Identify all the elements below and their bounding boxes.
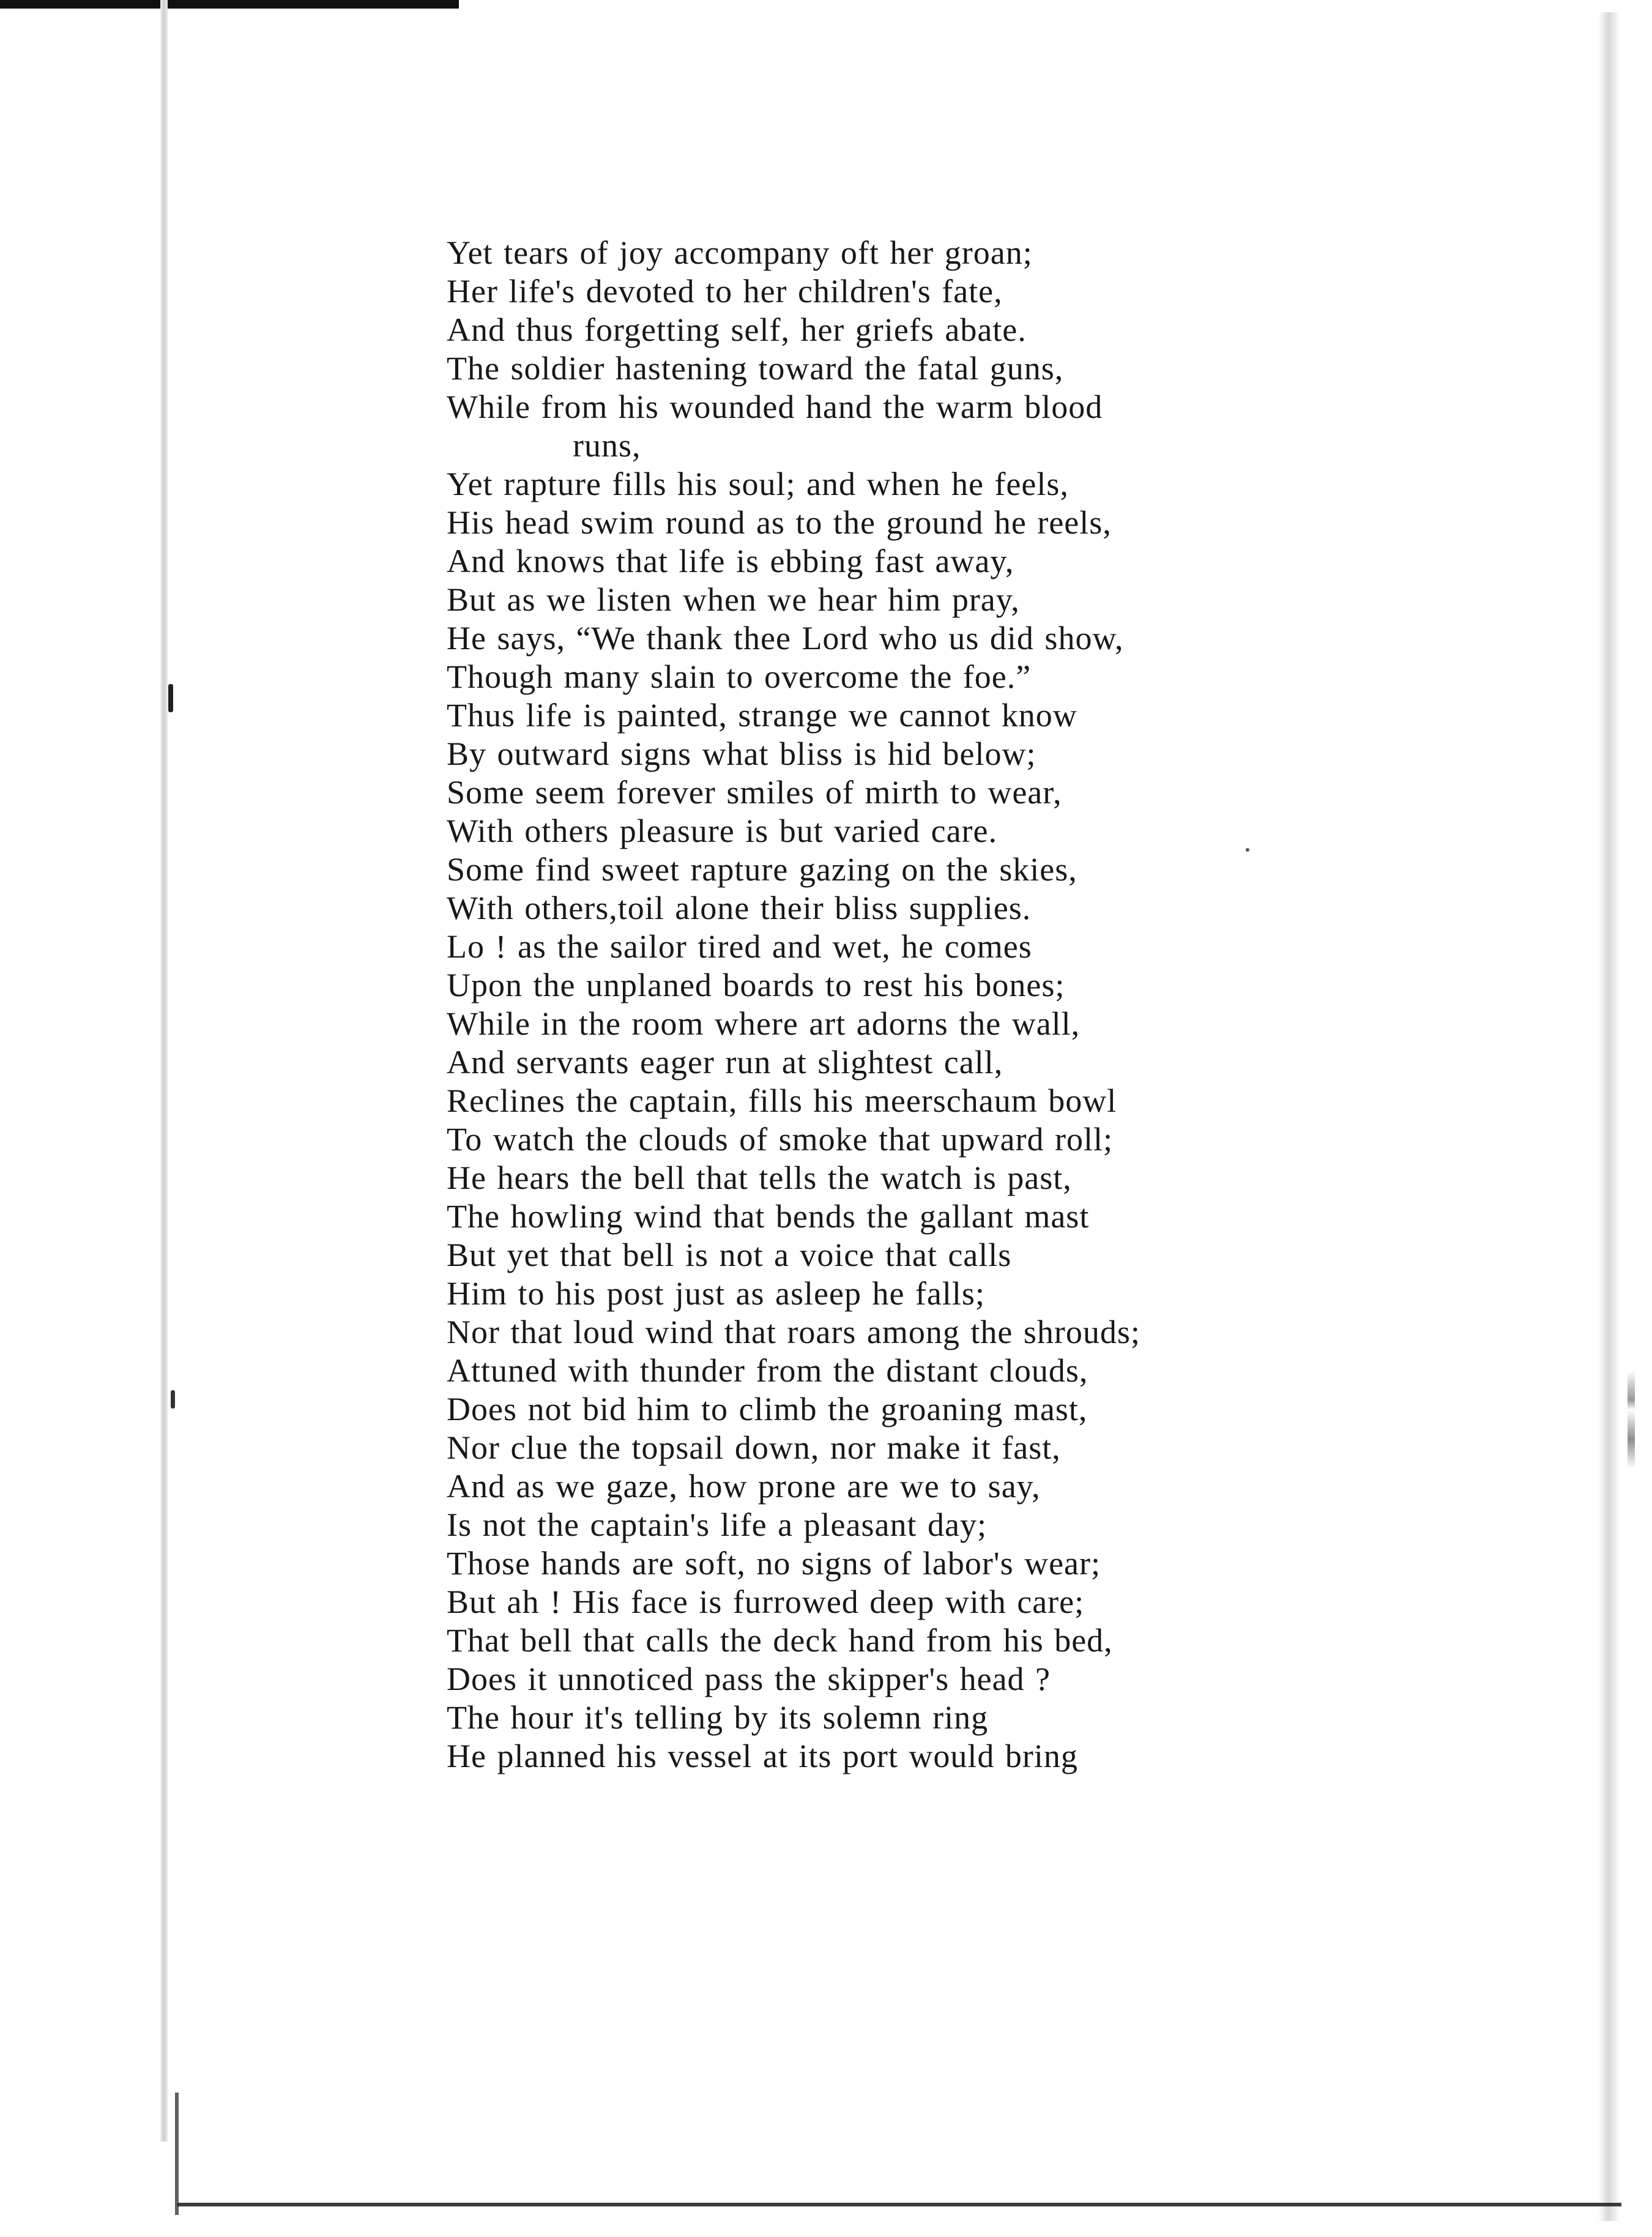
poem-line: He says, “We thank thee Lord who us did show,: [447, 620, 1124, 657]
poem-line: Some find sweet rapture gazing on the skies,: [447, 851, 1077, 888]
poem-line: The howling wind that bends the gallant mast: [447, 1198, 1090, 1235]
poem-line: Some seem forever smiles of mirth to wear,: [447, 774, 1062, 811]
poem-line: But ah ! His face is furrowed deep with care;: [447, 1584, 1085, 1620]
poem-line: Those hands are soft, no signs of labor's wear;: [447, 1545, 1101, 1582]
poem-line: And servants eager run at slightest call,: [447, 1044, 1003, 1081]
poem-line: Though many slain to overcome the foe.”: [447, 658, 1032, 695]
poem-line: And thus forgetting self, her griefs abate.: [447, 311, 1027, 348]
poem-line: And as we gaze, how prone are we to say,: [447, 1468, 1041, 1505]
poem-line: He planned his vessel at its port would bring: [447, 1738, 1078, 1774]
poem-line: But as we listen when we hear him pray,: [447, 581, 1020, 618]
poem-line: Nor that loud wind that roars among the shrouds;: [447, 1314, 1140, 1350]
poem-line: Reclines the captain, fills his meerschaum bowl: [447, 1082, 1117, 1119]
poem-line: Yet rapture fills his soul; and when he feels,: [447, 466, 1069, 502]
poem-line: Does not bid him to climb the groaning mast,: [447, 1391, 1088, 1427]
binding-mark: [168, 684, 173, 712]
poem-line: Does it unnoticed pass the skipper's head ?: [447, 1661, 1051, 1697]
poem-line: Him to his post just as asleep he falls;: [447, 1275, 985, 1312]
binding-shadow: [175, 2093, 179, 2215]
poem-line: With others pleasure is but varied care.: [447, 813, 998, 849]
poem-line: By outward signs what bliss is hid below;: [447, 735, 1036, 772]
poem-text-block: [447, 234, 1328, 1776]
poem-line: And knows that life is ebbing fast away,: [447, 543, 1014, 579]
poem-line: That bell that calls the deck hand from his bed,: [447, 1622, 1113, 1659]
poem-line: Is not the captain's life a pleasant day;: [447, 1506, 987, 1543]
poem-line: Her life's devoted to her children's fate,: [447, 273, 1003, 310]
page-bottom-edge: [177, 2203, 1621, 2206]
page-edge-mark: [1628, 1371, 1635, 1468]
poem-line: Nor clue the topsail down, nor make it fast,: [447, 1429, 1061, 1466]
poem-line: He hears the bell that tells the watch is past,: [447, 1159, 1072, 1196]
poem-line: His head swim round as to the ground he reels,: [447, 504, 1112, 541]
poem-line: The hour it's telling by its solemn ring: [447, 1699, 989, 1736]
poem-line: While in the room where art adorns the wall,: [447, 1005, 1081, 1042]
poem-line-continuation: runs,: [573, 427, 641, 464]
poem-line: Lo ! as the sailor tired and wet, he comes: [447, 928, 1032, 965]
poem-line: To watch the clouds of smoke that upward roll;: [447, 1121, 1113, 1158]
scan-top-border: [0, 0, 459, 9]
poem-line: With others,toil alone their bliss supplies.: [447, 890, 1032, 926]
book-binding-edge: [160, 0, 168, 2142]
poem-line: Yet tears of joy accompany oft her groan;: [447, 234, 1033, 271]
poem-line: While from his wounded hand the warm blood: [447, 389, 1103, 425]
poem-line: The soldier hastening toward the fatal guns,: [447, 350, 1064, 387]
binding-mark: [171, 1390, 175, 1409]
poem-line: Attuned with thunder from the distant clouds,: [447, 1352, 1088, 1389]
poem-line: Thus life is painted, strange we cannot know: [447, 697, 1077, 734]
page-right-edge: [1598, 12, 1619, 2221]
poem-line: Upon the unplaned boards to rest his bones;: [447, 967, 1065, 1003]
poem-line: But yet that bell is not a voice that calls: [447, 1237, 1012, 1273]
